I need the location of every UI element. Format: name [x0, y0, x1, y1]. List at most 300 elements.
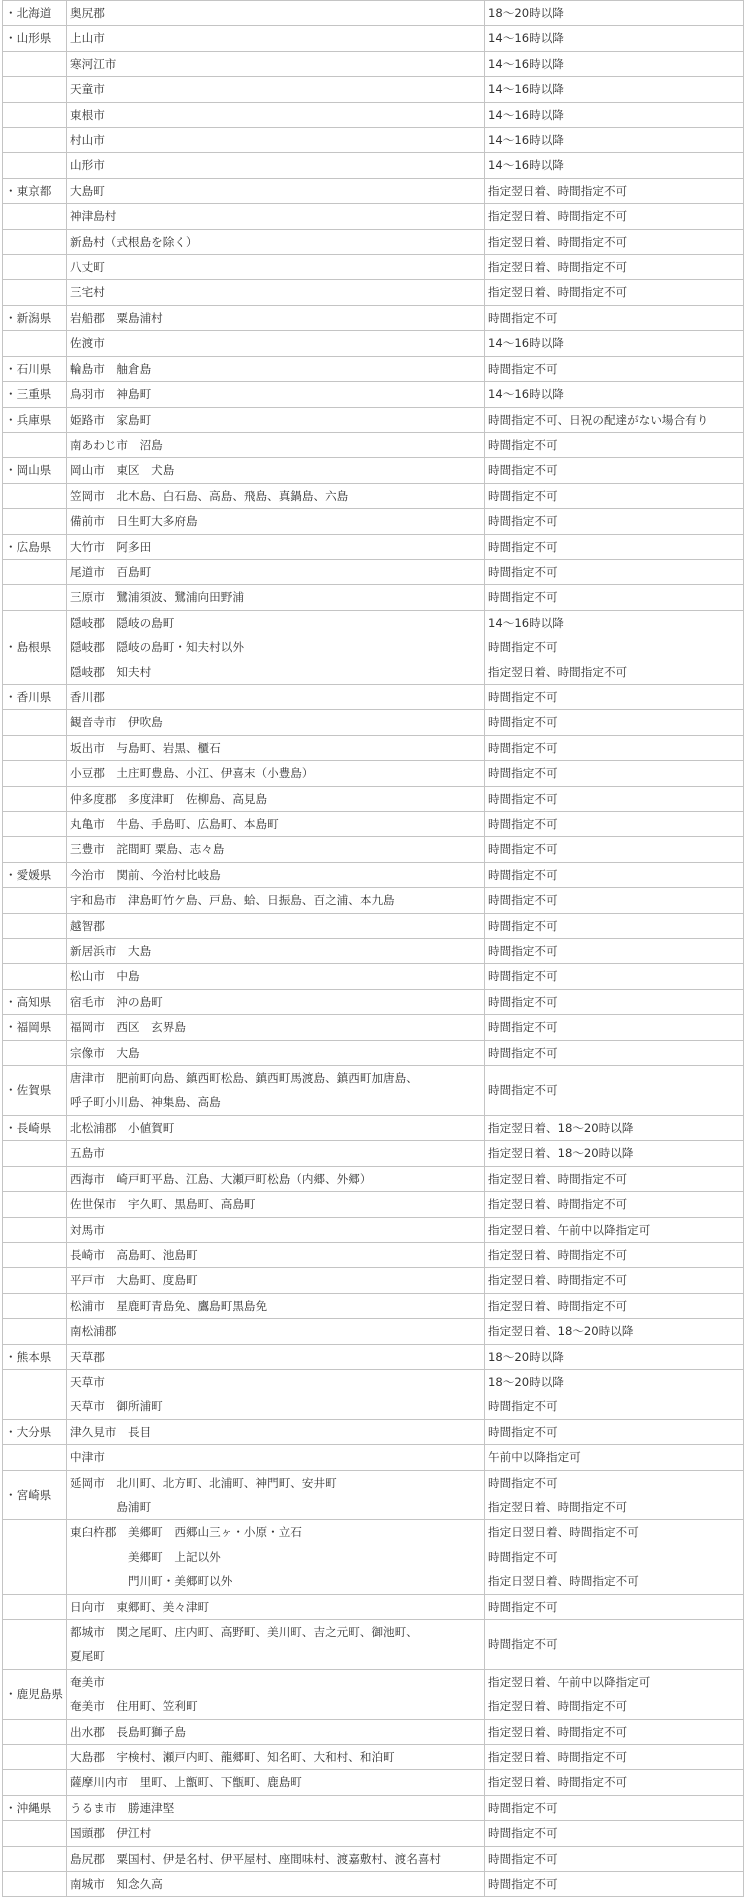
prefecture-cell: [3, 229, 67, 254]
table-row: [3, 178, 744, 203]
area-cell: [67, 610, 485, 684]
area-cell: [67, 280, 485, 305]
delivery-note-text: 時間指定不可: [488, 640, 558, 655]
area-text: 備前市 日生町大多府島: [70, 514, 198, 529]
delivery-note-cell: [485, 432, 744, 457]
area-cell: [67, 509, 485, 534]
prefecture-cell: [3, 204, 67, 229]
delivery-note-cell: [485, 1293, 744, 1318]
prefecture-cell: [3, 509, 67, 534]
area-text: 天草市 御所浦町: [70, 1399, 163, 1414]
delivery-note-cell: [485, 1719, 744, 1744]
delivery-note-text: 指定翌日着、時間指定不可: [488, 664, 628, 679]
delivery-note-text: 時間指定不可: [488, 1045, 558, 1060]
table-row: [3, 458, 744, 483]
prefecture-cell: ・高知県: [3, 989, 67, 1014]
delivery-note-cell: [485, 407, 744, 432]
delivery-note-cell: [485, 939, 744, 964]
area-cell: [67, 1470, 485, 1520]
area-text: 隠岐郡 知夫村: [70, 664, 152, 679]
prefecture-cell: ・山形県: [3, 26, 67, 51]
delivery-note-text: 指定日翌日着、時間指定不可: [488, 1574, 639, 1589]
delivery-note-text: 時間指定不可: [488, 488, 558, 503]
table-row: [3, 1, 744, 26]
area-text: 日向市 東郷町、美々津町: [70, 1599, 210, 1614]
prefecture-cell: [3, 1770, 67, 1795]
prefecture-cell: [3, 432, 67, 457]
area-text: 五島市: [70, 1146, 105, 1161]
delivery-note-text: 指定翌日着、時間指定不可: [488, 183, 628, 198]
prefecture-cell: ・香川県: [3, 684, 67, 709]
table-row: [3, 989, 744, 1014]
delivery-note-text: 時間指定不可: [488, 1877, 558, 1892]
delivery-note-text: 指定翌日着、18～20時以降: [488, 1324, 634, 1339]
delivery-note-text: 14～16時以降: [488, 107, 564, 122]
delivery-note-text: 指定翌日着、時間指定不可: [488, 260, 628, 275]
area-cell: [67, 1620, 485, 1670]
prefecture-cell: [3, 1872, 67, 1897]
area-cell: [67, 1040, 485, 1065]
area-text: 新島村（式根島を除く）: [70, 234, 198, 249]
delivery-note-text: 時間指定不可: [488, 969, 558, 984]
area-cell: [67, 1719, 485, 1744]
area-cell: [67, 1115, 485, 1140]
table-row: [3, 559, 744, 584]
delivery-note-text: 時間指定不可: [488, 1399, 558, 1414]
area-cell: [67, 735, 485, 760]
delivery-note-text: 指定翌日着、午前中以降指定可: [488, 1674, 651, 1689]
delivery-note-cell: [485, 684, 744, 709]
area-cell: [67, 102, 485, 127]
area-cell: [67, 77, 485, 102]
area-text: 鳥羽市 神島町: [70, 387, 152, 402]
prefecture-cell: [3, 1594, 67, 1619]
prefecture-cell: ・北海道: [3, 1, 67, 26]
delivery-note-cell: [485, 1594, 744, 1619]
table-row: [3, 1040, 744, 1065]
delivery-note-text: 時間指定不可: [488, 842, 558, 857]
area-text: 夏尾町: [70, 1649, 105, 1664]
delivery-note-text: 指定翌日着、時間指定不可: [488, 209, 628, 224]
area-text: 三宅村: [70, 285, 105, 300]
table-row: [3, 964, 744, 989]
area-text: 津久見市 長目: [70, 1424, 152, 1439]
area-text: 美郷町 上記以外: [70, 1549, 221, 1564]
area-cell: [67, 559, 485, 584]
table-row: [3, 1872, 744, 1897]
area-text: 上山市: [70, 31, 105, 46]
delivery-note-text: 18～20時以降: [488, 1349, 564, 1364]
prefecture-cell: [3, 1445, 67, 1470]
table-row: [3, 939, 744, 964]
area-text: 隠岐郡 隠岐の島町・知夫村以外: [70, 640, 244, 655]
table-row: [3, 1242, 744, 1267]
prefecture-cell: [3, 1719, 67, 1744]
delivery-note-text: 指定翌日着、時間指定不可: [488, 1298, 628, 1313]
area-text: 薩摩川内市 里町、上甑町、下甑町、鹿島町: [70, 1775, 302, 1790]
area-cell: [67, 356, 485, 381]
area-cell: [67, 1192, 485, 1217]
prefecture-cell: ・熊本県: [3, 1344, 67, 1369]
delivery-note-cell: [485, 1846, 744, 1871]
area-text: 奥尻郡: [70, 6, 105, 20]
table-row: [3, 102, 744, 127]
delivery-note-cell: [485, 1268, 744, 1293]
table-row: [3, 382, 744, 407]
delivery-note-text: 時間指定不可: [488, 1800, 558, 1815]
prefecture-cell: [3, 812, 67, 837]
delivery-note-cell: [485, 1141, 744, 1166]
area-cell: [67, 1166, 485, 1191]
table-row: [3, 255, 744, 280]
prefecture-cell: [3, 761, 67, 786]
delivery-note-cell: [485, 178, 744, 203]
area-text: 呼子町小川島、神集島、高島: [70, 1095, 221, 1110]
delivery-note-cell: [485, 610, 744, 684]
area-cell: [67, 684, 485, 709]
delivery-note-cell: [485, 483, 744, 508]
delivery-note-text: 14～16時以降: [488, 31, 564, 46]
prefecture-cell: [3, 1268, 67, 1293]
area-cell: [67, 1015, 485, 1040]
delivery-note-text: 指定翌日着、時間指定不可: [488, 1750, 628, 1765]
delivery-note-text: 時間指定不可: [488, 437, 558, 452]
area-text: 佐渡市: [70, 336, 105, 351]
table-row: [3, 305, 744, 330]
prefecture-cell: ・宮崎県: [3, 1470, 67, 1520]
delivery-note-cell: [485, 1319, 744, 1344]
delivery-note-text: 時間指定不可: [488, 1475, 558, 1490]
delivery-note-cell: [485, 509, 744, 534]
table-row: [3, 1520, 744, 1594]
area-cell: [67, 1293, 485, 1318]
delivery-note-cell: [485, 1770, 744, 1795]
table-row: [3, 128, 744, 153]
prefecture-cell: [3, 939, 67, 964]
area-text: 丸亀市 牛島、手島町、広島町、本島町: [70, 817, 279, 831]
prefecture-cell: ・沖縄県: [3, 1795, 67, 1820]
prefecture-cell: [3, 1242, 67, 1267]
table-row: [3, 812, 744, 837]
area-text: 延岡市 北川町、北方町、北浦町、神門町、安井町: [70, 1475, 337, 1490]
area-cell: [67, 255, 485, 280]
area-cell: [67, 837, 485, 862]
table-row: [3, 280, 744, 305]
prefecture-cell: [3, 1141, 67, 1166]
delivery-note-text: 時間指定不可: [488, 715, 558, 730]
table-row: [3, 229, 744, 254]
area-text: 天草郡: [70, 1349, 105, 1364]
area-text: 長崎市 高島町、池島町: [70, 1247, 198, 1262]
area-text: 宇和島市 津島町竹ケ島、戸島、蛤、日振島、百之浦、本九島: [70, 893, 395, 908]
area-cell: [67, 1846, 485, 1871]
prefecture-cell: [3, 1293, 67, 1318]
area-text: 寒河江市: [70, 56, 117, 71]
prefecture-cell: [3, 1319, 67, 1344]
area-text: 佐世保市 宇久町、黒島町、高島町: [70, 1197, 256, 1212]
area-cell: [67, 1344, 485, 1369]
area-text: 姫路市 家島町: [70, 412, 152, 427]
delivery-note-text: 時間指定不可: [488, 867, 558, 882]
table-row: [3, 1319, 744, 1344]
delivery-note-text: 時間指定不可: [488, 361, 558, 376]
prefecture-cell: [3, 1217, 67, 1242]
table-row: [3, 862, 744, 887]
area-cell: [67, 913, 485, 938]
prefecture-cell: ・石川県: [3, 356, 67, 381]
table-row: [3, 509, 744, 534]
delivery-area-table: [2, 0, 744, 1897]
prefecture-cell: [3, 255, 67, 280]
delivery-note-text: 指定翌日着、時間指定不可: [488, 1273, 628, 1288]
delivery-note-text: 指定翌日着、時間指定不可: [488, 1247, 628, 1262]
delivery-note-cell: [485, 204, 744, 229]
delivery-note-text: 時間指定不可: [488, 514, 558, 529]
area-cell: [67, 1669, 485, 1719]
prefecture-cell: [3, 331, 67, 356]
area-text: 門川町・美郷町以外: [70, 1574, 233, 1589]
area-text: 南城市 知念久高: [70, 1877, 163, 1892]
area-text: 三豊市 詫間町 粟島、志々島: [70, 842, 225, 857]
delivery-note-text: 14～16時以降: [488, 387, 564, 402]
delivery-note-text: 午前中以降指定可: [488, 1450, 581, 1465]
area-text: 今治市 関前、今治村比岐島: [70, 867, 221, 882]
delivery-note-text: 14～16時以降: [488, 615, 564, 630]
area-text: 奄美市: [70, 1674, 105, 1689]
delivery-note-text: 18～20時以降: [488, 6, 564, 20]
area-cell: [67, 1217, 485, 1242]
area-text: 小豆郡 土庄町豊島、小江、伊喜末（小豊島）: [70, 766, 314, 781]
area-cell: [67, 812, 485, 837]
table-row: [3, 610, 744, 684]
prefecture-cell: [3, 77, 67, 102]
prefecture-cell: [3, 51, 67, 76]
prefecture-cell: [3, 1846, 67, 1871]
prefecture-cell: [3, 1040, 67, 1065]
delivery-note-text: 時間指定不可: [488, 1549, 558, 1564]
delivery-note-cell: [485, 26, 744, 51]
delivery-note-cell: [485, 1669, 744, 1719]
area-cell: [67, 989, 485, 1014]
area-text: 西海市 崎戸町平島、江島、大瀬戸町松島（内郷、外郷）: [70, 1171, 372, 1186]
table-row: [3, 1369, 744, 1419]
area-text: 新居浜市 大島: [70, 944, 152, 959]
delivery-note-cell: [485, 1872, 744, 1897]
table-row: [3, 585, 744, 610]
prefecture-cell: ・佐賀県: [3, 1066, 67, 1116]
table-row: [3, 1217, 744, 1242]
delivery-note-cell: [485, 786, 744, 811]
area-cell: [67, 382, 485, 407]
table-row: [3, 1293, 744, 1318]
area-cell: [67, 178, 485, 203]
table-row: [3, 1015, 744, 1040]
area-cell: [67, 1, 485, 26]
area-text: 観音寺市 伊吹島: [70, 715, 163, 730]
delivery-note-text: 時間指定不可: [488, 1826, 558, 1841]
delivery-note-cell: [485, 1166, 744, 1191]
table-body: [3, 1, 744, 1897]
prefecture-cell: [3, 483, 67, 508]
area-text: 宿毛市 沖の島町: [70, 994, 163, 1009]
delivery-note-text: 時間指定不可: [488, 1851, 558, 1866]
area-text: 松浦市 星鹿町青島免、鷹島町黒島免: [70, 1298, 268, 1313]
delivery-note-cell: [485, 1192, 744, 1217]
delivery-note-text: 時間指定不可: [488, 539, 558, 554]
area-cell: [67, 407, 485, 432]
prefecture-cell: [3, 102, 67, 127]
table-row: [3, 1268, 744, 1293]
area-text: 仲多度郡 多度津町 佐柳島、高見島: [70, 791, 268, 806]
prefecture-cell: [3, 128, 67, 153]
delivery-note-cell: [485, 1, 744, 26]
area-cell: [67, 1268, 485, 1293]
table-row: [3, 51, 744, 76]
delivery-note-cell: [485, 710, 744, 735]
prefecture-cell: ・大分県: [3, 1419, 67, 1444]
table-row: [3, 684, 744, 709]
area-text: 大島郡 宇検村、瀬戸内町、龍郷町、知名町、大和村、和泊町: [70, 1750, 395, 1765]
area-cell: [67, 1319, 485, 1344]
delivery-note-text: 時間指定不可: [488, 918, 558, 933]
delivery-note-text: 時間指定不可: [488, 310, 558, 325]
delivery-note-text: 指定日翌日着、時間指定不可: [488, 1525, 639, 1540]
delivery-note-cell: [485, 102, 744, 127]
delivery-note-text: 指定翌日着、18～20時以降: [488, 1146, 634, 1161]
area-text: 出水郡 長島町獅子島: [70, 1724, 186, 1739]
table-row: [3, 710, 744, 735]
delivery-note-cell: [485, 1470, 744, 1520]
table-row: [3, 1846, 744, 1871]
area-cell: [67, 1445, 485, 1470]
area-text: 松山市 中島: [70, 969, 140, 984]
delivery-note-cell: [485, 1344, 744, 1369]
area-text: 神津島村: [70, 209, 117, 224]
area-cell: [67, 534, 485, 559]
prefecture-cell: [3, 710, 67, 735]
area-cell: [67, 1594, 485, 1619]
prefecture-cell: ・鹿児島県: [3, 1669, 67, 1719]
table-row: [3, 735, 744, 760]
area-text: 南松浦郡: [70, 1324, 117, 1339]
table-row: [3, 913, 744, 938]
area-text: 大島町: [70, 183, 105, 198]
area-cell: [67, 1242, 485, 1267]
area-cell: [67, 51, 485, 76]
table-row: [3, 1719, 744, 1744]
table-row: [3, 1770, 744, 1795]
area-text: 東臼杵郡 美郷町 西郷山三ヶ・小原・立石: [70, 1525, 302, 1540]
delivery-note-cell: [485, 1445, 744, 1470]
table-row: [3, 1620, 744, 1670]
table-row: [3, 77, 744, 102]
table-row: [3, 204, 744, 229]
delivery-note-cell: [485, 812, 744, 837]
area-text: 尾道市 百島町: [70, 564, 152, 579]
area-cell: [67, 964, 485, 989]
table-row: [3, 1344, 744, 1369]
area-cell: [67, 761, 485, 786]
delivery-note-cell: [485, 888, 744, 913]
table-row: [3, 1166, 744, 1191]
delivery-note-text: 18～20時以降: [488, 1374, 564, 1389]
delivery-note-cell: [485, 128, 744, 153]
area-cell: [67, 458, 485, 483]
area-cell: [67, 1369, 485, 1419]
area-cell: [67, 331, 485, 356]
delivery-note-cell: [485, 964, 744, 989]
delivery-note-cell: [485, 331, 744, 356]
area-cell: [67, 1770, 485, 1795]
prefecture-cell: [3, 1821, 67, 1846]
table-row: [3, 1470, 744, 1520]
area-text: 宗像市 大島: [70, 1045, 140, 1060]
delivery-note-text: 時間指定不可: [488, 590, 558, 605]
delivery-note-text: 指定翌日着、午前中以降指定可: [488, 1222, 651, 1237]
area-cell: [67, 128, 485, 153]
delivery-note-cell: [485, 1520, 744, 1594]
prefecture-cell: ・兵庫県: [3, 407, 67, 432]
area-cell: [67, 204, 485, 229]
area-cell: [67, 153, 485, 178]
delivery-note-text: 14～16時以降: [488, 56, 564, 71]
delivery-note-text: 指定翌日着、時間指定不可: [488, 1499, 628, 1514]
area-text: 岩船郡 粟島浦村: [70, 310, 163, 325]
delivery-note-cell: [485, 1369, 744, 1419]
delivery-note-text: 時間指定不可、日祝の配達がない場合有り: [488, 412, 709, 427]
table-row: [3, 1594, 744, 1619]
delivery-note-cell: [485, 255, 744, 280]
prefecture-cell: [3, 1166, 67, 1191]
delivery-note-text: 時間指定不可: [488, 463, 558, 478]
area-text: 八丈町: [70, 260, 105, 275]
delivery-note-cell: [485, 1015, 744, 1040]
delivery-note-text: 時間指定不可: [488, 1637, 558, 1652]
delivery-note-text: 指定翌日着、時間指定不可: [488, 1724, 628, 1739]
table-row: [3, 837, 744, 862]
delivery-note-text: 指定翌日着、時間指定不可: [488, 1197, 628, 1212]
delivery-note-text: 時間指定不可: [488, 766, 558, 781]
area-cell: [67, 1745, 485, 1770]
area-cell: [67, 483, 485, 508]
delivery-note-cell: [485, 585, 744, 610]
delivery-note-cell: [485, 1040, 744, 1065]
area-cell: [67, 939, 485, 964]
delivery-note-cell: [485, 837, 744, 862]
area-cell: [67, 1821, 485, 1846]
prefecture-cell: [3, 735, 67, 760]
area-cell: [67, 1795, 485, 1820]
area-text: 中津市: [70, 1450, 105, 1465]
delivery-note-text: 時間指定不可: [488, 817, 558, 831]
prefecture-cell: [3, 1620, 67, 1670]
prefecture-cell: [3, 1520, 67, 1594]
delivery-note-text: 指定翌日着、18～20時以降: [488, 1120, 634, 1135]
area-text: 島尻郡 粟国村、伊是名村、伊平屋村、座間味村、渡嘉敷村、渡名喜村: [70, 1851, 442, 1866]
delivery-note-text: 14～16時以降: [488, 133, 564, 148]
prefecture-cell: [3, 964, 67, 989]
delivery-note-cell: [485, 1217, 744, 1242]
delivery-note-text: 指定翌日着、時間指定不可: [488, 1775, 628, 1790]
delivery-note-cell: [485, 305, 744, 330]
table-row: [3, 432, 744, 457]
table-row: [3, 1821, 744, 1846]
delivery-note-text: 時間指定不可: [488, 1599, 558, 1614]
prefecture-cell: [3, 837, 67, 862]
table-row: [3, 1745, 744, 1770]
area-cell: [67, 432, 485, 457]
prefecture-cell: ・島根県: [3, 610, 67, 684]
